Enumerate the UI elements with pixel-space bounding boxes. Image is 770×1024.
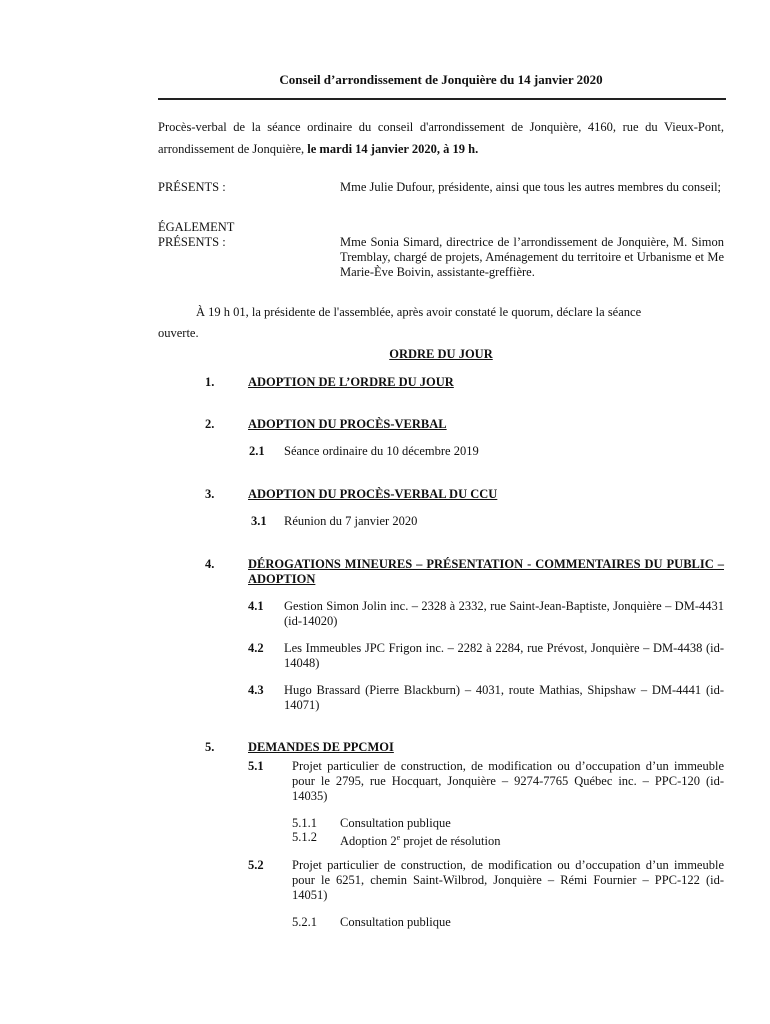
intro-text: Procès-verbal de la séance ordinaire du conseil d'arrondissement de Jonquière, 4160, rue du Vieux-Pont, arrondissement de Jonquière, xyxy=(158,120,724,156)
section-number: 5. xyxy=(205,740,215,754)
item-number: 4.2 xyxy=(248,641,264,655)
subitem-text xyxy=(340,830,501,849)
subitem-number: 5.1.2 xyxy=(292,830,317,844)
item-number: 4.1 xyxy=(248,599,264,613)
opening-line-1: À 19 h 01, la présidente de l'assemblée, après avoir constaté le quorum, déclare la séance xyxy=(196,305,642,319)
subitem-text-part: projet de résolution xyxy=(400,834,501,849)
presents-text: Mme Julie Dufour, présidente, ainsi que tous les autres membres du conseil; xyxy=(340,180,722,194)
item-number: 2.1 xyxy=(249,444,265,458)
intro-date: le mardi 14 janvier 2020, à 19 h. xyxy=(307,142,479,156)
item-number: 4.3 xyxy=(248,683,264,697)
item-number: 3.1 xyxy=(251,514,267,528)
title-divider xyxy=(158,98,726,100)
item-text: Réunion du 7 janvier 2020 xyxy=(284,514,418,528)
subitem-number: 5.1.1 xyxy=(292,816,317,830)
subitem-number: 5.2.1 xyxy=(292,915,317,929)
subitem-text-part: Adoption 2 xyxy=(340,834,397,849)
item-text: Hugo Brassard (Pierre Blackburn) – 4031, route Mathias, Shipshaw – DM-4441 (id-14071) xyxy=(284,683,724,712)
item-text: Projet particulier de construction, de modification ou d’occupation d’un immeuble pour le 6251, chemin Saint-Wilbrod, Jonquière – Rémi Fournier – PPC-122 (id-14051) xyxy=(292,858,724,902)
item-text: Les Immeubles JPC Frigon inc. – 2282 à 2284, rue Prévost, Jonquière – DM-4438 (id-14048) xyxy=(284,641,724,670)
presents-label: PRÉSENTS : xyxy=(158,180,226,194)
intro-paragraph xyxy=(158,116,724,160)
section-number: 4. xyxy=(205,557,215,571)
item-text: Gestion Simon Jolin inc. – 2328 à 2332, rue Saint-Jean-Baptiste, Jonquière – DM-4431 (id-14020) xyxy=(284,599,724,628)
section-title: ADOPTION DE L’ORDRE DU JOUR xyxy=(248,375,454,389)
egalement-label-line1: ÉGALEMENT xyxy=(158,220,235,234)
section-title: DÉROGATIONS MINEURES – PRÉSENTATION - COMMENTAIRES DU PUBLIC – ADOPTION xyxy=(248,557,724,586)
document-title: Conseil d’arrondissement de Jonquière du 14 janvier 2020 xyxy=(279,72,603,87)
section-number: 1. xyxy=(205,375,215,389)
item-text: Projet particulier de construction, de modification ou d’occupation d’un immeuble pour le 2795, rue Hocquart, Jonquière – 9274-7765 Québec inc. – PPC-120 (id-14035) xyxy=(292,759,724,803)
section-title: ADOPTION DU PROCÈS-VERBAL DU CCU xyxy=(248,487,498,501)
section-title: ADOPTION DU PROCÈS-VERBAL xyxy=(248,417,447,431)
section-title: DEMANDES DE PPCMOI xyxy=(248,740,394,754)
item-number: 5.1 xyxy=(248,759,264,773)
item-text: Séance ordinaire du 10 décembre 2019 xyxy=(284,444,479,458)
agenda-heading: ORDRE DU JOUR xyxy=(389,347,493,361)
subitem-text: Consultation publique xyxy=(340,915,451,929)
section-number: 2. xyxy=(205,417,215,431)
ordinal-superscript: e xyxy=(396,833,401,842)
egalement-text: Mme Sonia Simard, directrice de l’arrondissement de Jonquière, M. Simon Tremblay, chargé de projets, Aménagement du territoire et Urbanisme et Me Marie-Ève Boivin, assistante-greffière. xyxy=(340,235,724,279)
item-number: 5.2 xyxy=(248,858,264,872)
egalement-label-line2: PRÉSENTS : xyxy=(158,235,226,249)
opening-line-2: ouverte. xyxy=(158,326,199,340)
subitem-text: Consultation publique xyxy=(340,816,451,830)
section-number: 3. xyxy=(205,487,215,501)
